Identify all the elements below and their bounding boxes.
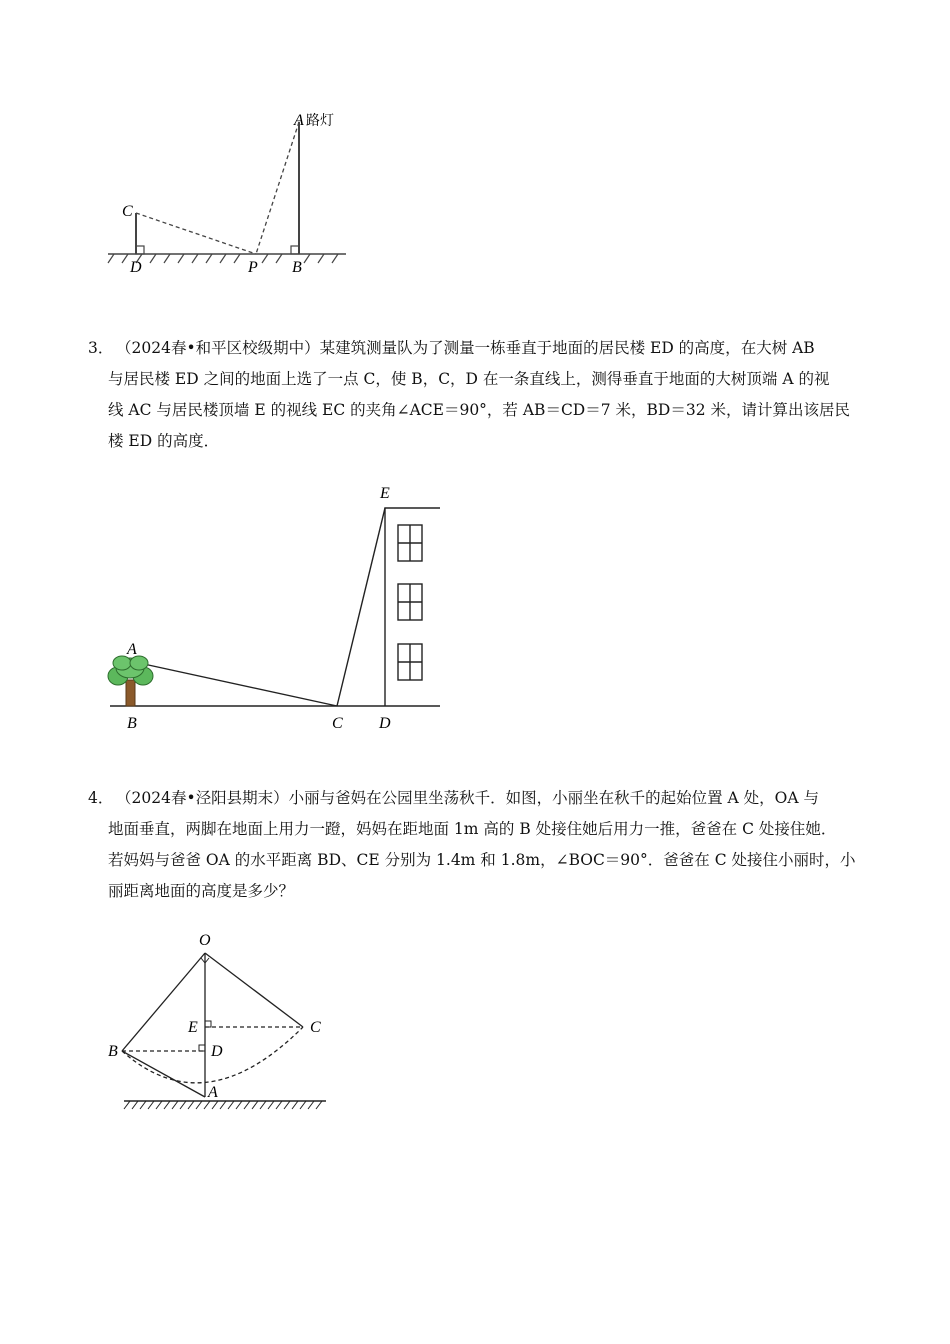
problem-3-number: 3． (88, 339, 114, 357)
problem-4-line-2: 地面垂直，两脚在地面上用力一蹬，妈妈在距地面 1m 高的 B 处接住她后用力一推，爸爸在 C 处接住她． (108, 820, 837, 838)
problem-4-line-1: 4． （2024春•泾阳县期末）小丽与爸妈在公园里坐荡秋千．如图，小丽坐在秋千的起始位置 A 处，OA 与 (88, 783, 878, 814)
label-C: C (332, 715, 343, 732)
problem-4-line-4: 丽距离地面的高度是多少？ (108, 882, 295, 900)
problem-4-line-3: 若妈妈与爸爸 OA 的水平距离 BD、CE 分别为 1.4m 和 1.8m，∠BOC＝90°．爸爸在 C 处接住小丽时，小 (108, 851, 856, 869)
label-D: D (211, 1043, 223, 1060)
figure-swing (100, 925, 340, 1115)
problem-3-line-3: 线 AC 与居民楼顶墙 E 的视线 EC 的夹角∠ACE＝90°，若 AB＝CD＝7 米，BD＝32 米，请计算出该居民 (108, 401, 850, 419)
building (385, 508, 440, 706)
label-D: D (379, 715, 391, 732)
figure-tree-building (100, 480, 450, 735)
problem-4-number: 4． (88, 789, 114, 807)
figure-street-lamp (100, 100, 360, 280)
label-lamp: 路灯 (306, 113, 334, 129)
label-P: P (248, 259, 258, 276)
problem-3-line-2: 与居民楼 ED 之间的地面上选了一点 C，使 B，C，D 在一条直线上，测得垂直于地面的大树顶端 A 的视 (108, 370, 830, 388)
label-O: O (199, 932, 211, 949)
tree (108, 656, 153, 706)
label-A: A (294, 112, 304, 129)
label-A: A (208, 1084, 218, 1101)
label-E: E (188, 1019, 198, 1036)
label-D: D (130, 259, 142, 276)
label-E: E (380, 485, 390, 502)
label-B: B (108, 1043, 118, 1060)
problem-3-line-1: 3． （2024春•和平区校级期中）某建筑测量队为了测量一栋垂直于地面的居民楼 ED 的高度，在大树 AB (88, 333, 878, 364)
windows (398, 525, 422, 680)
label-B: B (127, 715, 137, 732)
label-A: A (127, 641, 137, 658)
problem-4 (88, 783, 878, 907)
problem-3-line-4: 楼 ED 的高度． (108, 432, 220, 450)
label-C: C (122, 203, 133, 220)
label-B: B (292, 259, 302, 276)
problem-3 (88, 333, 878, 457)
label-C: C (310, 1019, 321, 1036)
